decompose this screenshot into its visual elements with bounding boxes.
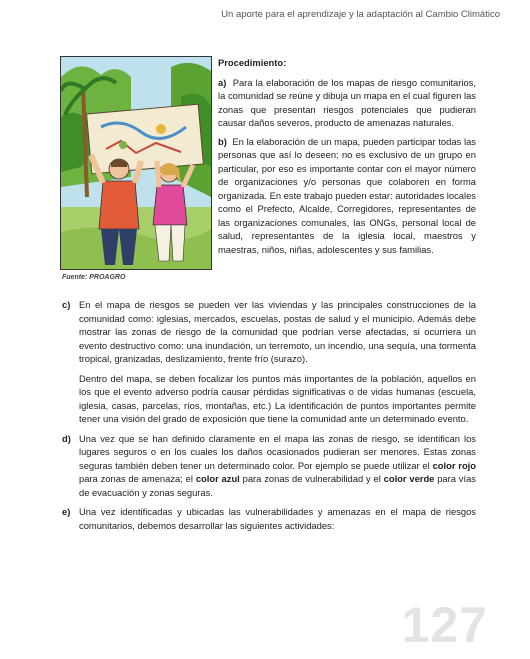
item-marker-b: b) xyxy=(218,135,227,147)
people-reading-map-illustration xyxy=(60,56,212,270)
list-item-c xyxy=(62,298,476,366)
list-item-c-paragraph-2: Dentro del mapa, se deben focalizar los puntos más importantes de la población, aquellos en los que el evento adverso podría causar pérdidas significativas o de vidas humanas (escuela, iglesia, casas, parcelas, ríos, montañas, etc.) La identificación de puntos importantes permite tener una visión del grado de exposición que tiene la comunidad ante un determinado evento. xyxy=(79,372,476,424)
paragraph-b xyxy=(218,135,476,257)
procedure-column xyxy=(218,56,476,261)
page-number: 127 xyxy=(401,597,488,653)
item-marker-e: e) xyxy=(62,506,71,517)
item-marker-c: c) xyxy=(62,299,71,310)
item-text-a: Para la elaboración de los mapas de riesgo comunitarios, la comunidad se reúne y dibuja un mapa en el cual figuren las zonas que presentan riesgos potenciales que pudieran causar daños severos, producto de amenazas naturales. xyxy=(218,76,476,128)
list-item-e xyxy=(62,505,476,532)
item-text-d-2: para zonas de amenaza; el xyxy=(79,473,196,484)
item-marker-a: a) xyxy=(218,76,227,88)
item-text-d-1: Una vez que se han definido claramente en el mapa las zonas de riesgo, se identifican los lugares seguros o en los cuales los daños ocasionados pudieran ser menores. Estas zonas seguras también deben tener un determinado color. Por ejemplo se puede utilizar el xyxy=(79,432,476,471)
item-text-d-4: para vías de evacuación y zonas seguras. xyxy=(79,473,476,498)
figure-caption: Fuente: PROAGRO xyxy=(62,274,126,281)
item-text-e: Una vez identificadas y ubicadas las vulnerabilidades y amenazas en el mapa de riesgos comunitarios, debemos desarrollar las siguientes actividades: xyxy=(79,506,476,531)
paragraph-a xyxy=(218,76,476,130)
main-body xyxy=(62,298,476,538)
illustration-drawing xyxy=(61,57,211,269)
list-item-d xyxy=(62,432,476,500)
running-header: Un aporte para el aprendizaje y la adaptación al Cambio Climático xyxy=(221,9,500,20)
item-marker-d: d) xyxy=(62,432,71,444)
color-blue-label: color azul xyxy=(195,473,240,484)
item-text-d-3: para zonas de vulnerabilidad y el xyxy=(239,473,384,484)
item-text-b: En la elaboración de un mapa, pueden participar todas las personas que así lo deseen; no es exclusivo de un grupo en particular, por eso es importante contar con el mayor número de organizaciones y/o personas que colaboren en forma organizada. En este trabajo pueden estar: autoridades locales como el Prefecto, Alcalde, Corregidores, representantes de las organizaciones comunales, las ONGs, personal local de salud, representantes de la iglesia local, maestros y maestras, niños, niñas, adolescentes y sus familias. xyxy=(218,135,476,255)
item-text-c: En el mapa de riesgos se pueden ver las viviendas y las principales construcciones de la comunidad como: iglesias, mercados, escuelas, postas de salud y el municipio. Además debe mostrar las zonas de riesgo de la comunidad que podrían verse afectadas, si ocurriera un evento destructivo como: una inundación, un terremoto, un incendio, una sequía, una tormenta tropical, granizadas, deslizamiento, frente frío (surazo). xyxy=(79,299,476,364)
section-title: Procedimiento: xyxy=(218,57,287,68)
color-green-label: color verde xyxy=(383,473,435,484)
color-red-label: color rojo xyxy=(432,459,477,471)
